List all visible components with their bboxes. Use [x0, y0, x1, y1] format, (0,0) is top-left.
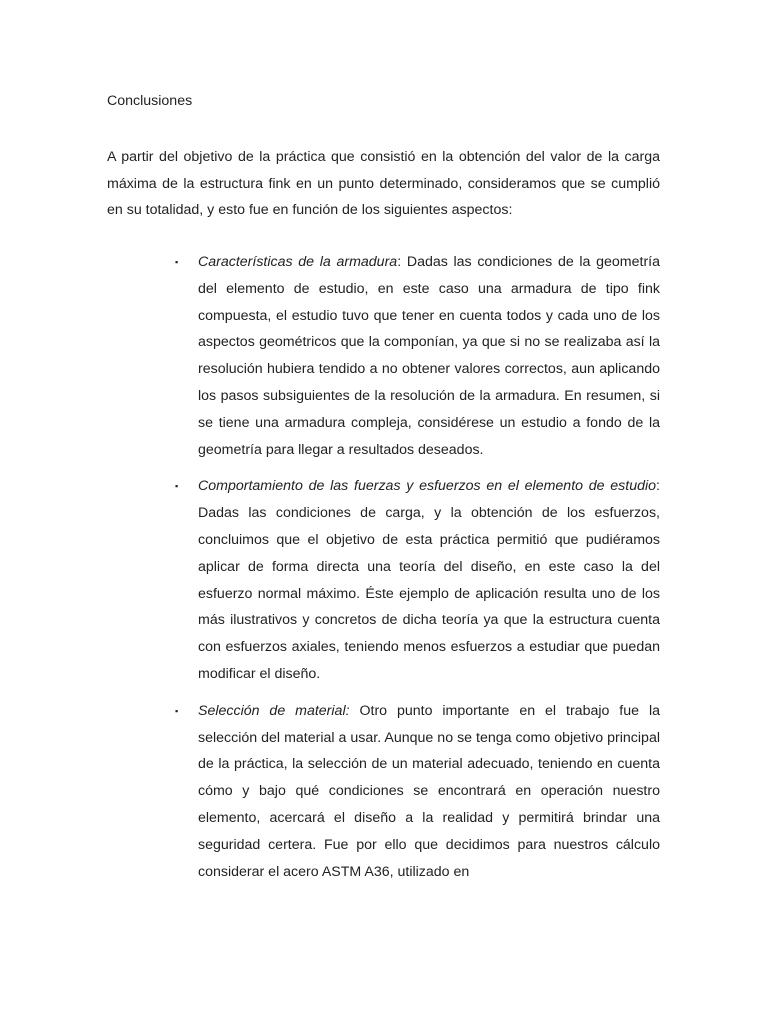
list-item-armadura [172, 249, 660, 463]
list-item-comportamiento [172, 473, 660, 687]
item-text: : Dadas las condiciones de la geometría del elemento de estudio, en este caso una armadura de tipo fink compuesta, el estudio tuvo que tener en cuenta todos y cada uno de los aspectos geométricos que la componían, ya que si no se realizaba así la resolución hubiera tendido a no obtener valores correctos, aun aplicando los pasos subsiguientes de la resolución de la armadura. En resumen, si se tiene una armadura compleja, considérese un estudio a fondo de la geometría para llegar a resultados deseados. [198, 254, 660, 458]
aspects-list [172, 249, 660, 885]
item-title: Características de la armadura [198, 254, 398, 270]
page-title: Conclusiones [107, 93, 193, 109]
list-item-seleccion-material [172, 698, 660, 886]
intro-paragraph: A partir del objetivo de la práctica que consistió en la obtención del valor de la carga máxima de la estructura fink en un punto determinado, consideramos que se cumplió en su totalidad, y esto fue en función de los siguientes aspectos: [107, 149, 660, 219]
item-text: : Dadas las condiciones de carga, y la obtención de los esfuerzos, concluimos que el objetivo de esta práctica permitió que pudiéramos aplicar de forma directa una teoría del diseño, en este caso la del esfuerzo normal máximo. Éste ejemplo de aplicación resulta uno de los más ilustrativos y concretos de dicha teoría ya que la estructura cuenta con esfuerzos axiales, teniendo menos esfuerzos a estudiar que puedan modificar el diseño. [198, 478, 660, 682]
square-bullet-icon: ▪ [175, 257, 179, 267]
item-title: Selección de material: [198, 702, 350, 719]
item-text: Otro punto importante en el trabajo fue la selección del material a usar. Aunque no se tenga como objetivo principal de la práctica, la selección de un material adecuado, teniendo en cuenta cómo y bajo qué condiciones se encontrará en operación nuestro elemento, acercará el diseño a la realidad y permitirá brindar una seguridad certera. Fue por ello que decidimos para nuestros cálculo considerar el acero ASTM A36, utilizado en [198, 702, 660, 880]
item-title: Comportamiento de las fuerzas y esfuerzos en el elemento de estudio [198, 478, 657, 495]
square-bullet-icon: ▪ [175, 705, 179, 716]
square-bullet-icon: ▪ [175, 481, 179, 492]
